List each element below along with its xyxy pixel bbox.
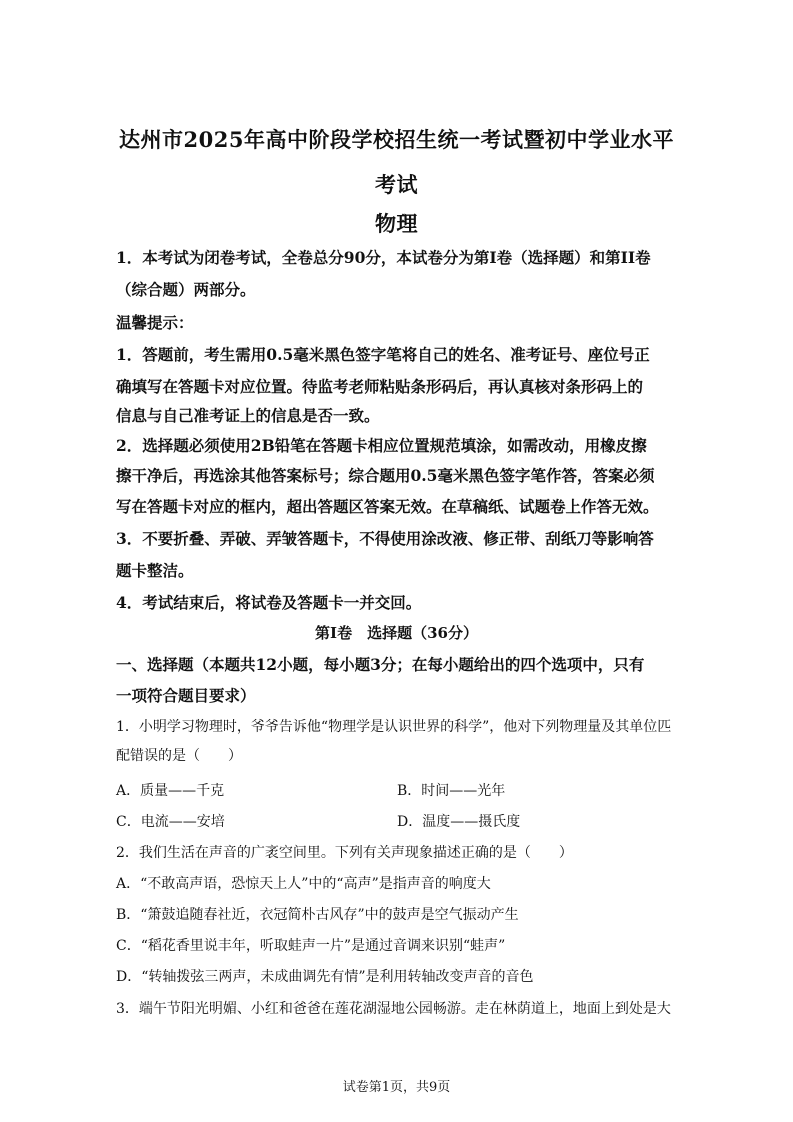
tip-line: 4．考试结束后，将试卷及答题卡一并交回。 bbox=[116, 593, 422, 612]
part-instruction-line2: 一项符合题目要求） bbox=[116, 686, 256, 705]
question-3-stem: 3．端午节阳光明媚、小红和爸爸在莲花湖湿地公园畅游。走在林荫道上，地面上到处是大 bbox=[116, 1001, 671, 1017]
tip-line: 擦干净后，再选涂其他答案标号；综合题用0.5毫米黑色签字笔作答，答案必须 bbox=[116, 466, 655, 485]
exam-title-line2: 考试 bbox=[375, 172, 418, 197]
question-1-stem-cont: 配错误的是（ ） bbox=[116, 748, 242, 764]
question-1-option-b: B．时间——光年 bbox=[397, 783, 506, 799]
tip-line: 1．答题前，考生需用0.5毫米黑色签字笔将自己的姓名、准考证号、座位号正 bbox=[116, 345, 650, 364]
section-heading: 第I卷 选择题（36分） bbox=[315, 624, 478, 642]
question-2-option-d: D．“转轴拨弦三两声，未成曲调先有情”是利用转轴改变声音的音色 bbox=[116, 969, 534, 985]
tips-heading: 温馨提示： bbox=[116, 313, 194, 332]
tip-line: 确填写在答题卡对应位置。待监考老师粘贴条形码后，再认真核对条形码上的 bbox=[116, 377, 644, 396]
tip-line: 写在答题卡对应的框内，超出答题区答案无效。在草稿纸、试题卷上作答无效。 bbox=[116, 497, 659, 516]
exam-title-line1: 达州市2025年高中阶段学校招生统一考试暨初中学业水平 bbox=[119, 127, 674, 152]
question-1-stem: 1．小明学习物理时，爷爷告诉他“物理学是认识世界的科学”，他对下列物理量及其单位匹 bbox=[116, 719, 672, 735]
question-2-option-b: B．“箫鼓追随春社近，衣冠简朴古风存”中的鼓声是空气振动产生 bbox=[116, 907, 519, 923]
question-1-option-c: C．电流——安培 bbox=[116, 814, 225, 830]
question-2-option-c: C．“稻花香里说丰年，听取蛙声一片”是通过音调来识别“蛙声” bbox=[116, 938, 506, 954]
tip-line: 题卡整洁。 bbox=[116, 561, 194, 580]
page-footer: 试卷第1页，共9页 bbox=[342, 1080, 451, 1095]
notice-line-1: 1．本考试为闭卷考试，全卷总分90分，本试卷分为第I卷（选择题）和第II卷 bbox=[116, 248, 651, 267]
question-2-option-a: A．“不敢高声语，恐惊天上人”中的“高声”是指声音的响度大 bbox=[116, 876, 491, 892]
question-2-stem: 2．我们生活在声音的广袤空间里。下列有关声现象描述正确的是（ ） bbox=[116, 845, 573, 861]
tip-line: 3．不要折叠、弄破、弄皱答题卡，不得使用涂改液、修正带、刮纸刀等影响答 bbox=[116, 529, 654, 548]
question-1-option-a: A．质量——千克 bbox=[116, 783, 225, 799]
tip-line: 2．选择题必须使用2B铅笔在答题卡相应位置规范填涂，如需改动，用橡皮擦 bbox=[116, 436, 647, 455]
tip-line: 信息与自己准考证上的信息是否一致。 bbox=[116, 406, 380, 425]
subject-title: 物理 bbox=[375, 211, 418, 236]
notice-line-2: （综合题）两部分。 bbox=[116, 280, 256, 299]
question-1-option-d: D．温度——摄氏度 bbox=[397, 814, 521, 830]
part-instruction-line1: 一、选择题（本题共12小题，每小题3分；在每小题给出的四个选项中，只有 bbox=[116, 655, 645, 674]
